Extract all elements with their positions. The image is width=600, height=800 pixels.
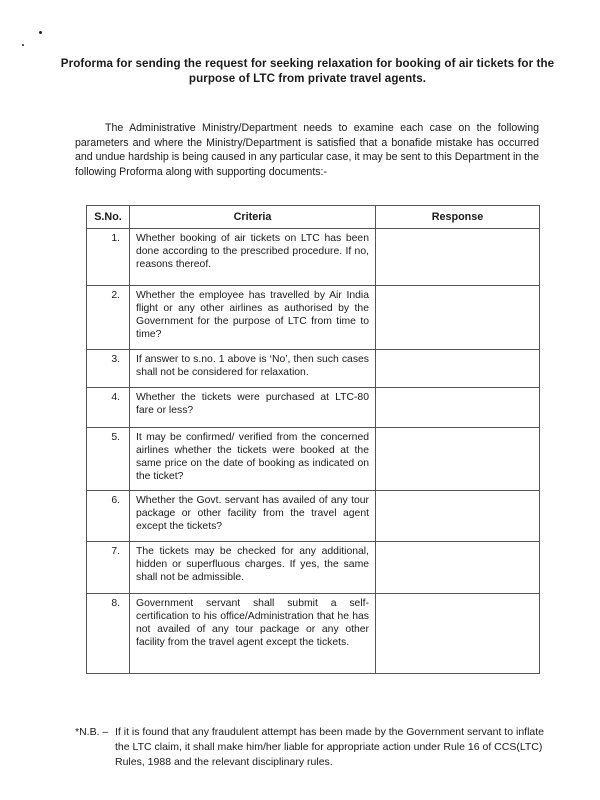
document-title: Proforma for sending the request for seeking relaxation for booking of air tickets for the purpose of LTC from private travel agents. (60, 57, 555, 85)
footnote (75, 725, 545, 770)
row-sno: 1. (87, 229, 130, 286)
table-row (87, 388, 540, 428)
row-response (376, 491, 540, 542)
header-criteria: Criteria (130, 206, 376, 229)
row-criteria: It may be confirmed/ verified from the concerned airlines whether the tickets were booked at the same price on the date of booking as indicated on the ticket? (130, 428, 376, 491)
table-header-row (87, 206, 540, 229)
row-criteria: Whether the employee has travelled by Air India flight or any other airlines as authorised by the Government for the purpose of LTC from time to time? (130, 286, 376, 350)
row-sno: 7. (87, 542, 130, 594)
row-criteria: The tickets may be checked for any additional, hidden or superfluous charges. If yes, the same shall not be admissible. (130, 542, 376, 594)
row-sno: 4. (87, 388, 130, 428)
table-row (87, 350, 540, 388)
row-sno: 2. (87, 286, 130, 350)
footnote-text: If it is found that any fraudulent attempt has been made by the Government servant to inflate the LTC claim, it shall make him/her liable for appropriate action under Rule 16 of CCS(LTC) Rules, 1988 and the relevant disciplinary rules. (115, 726, 545, 768)
table-row (87, 491, 540, 542)
row-response (376, 542, 540, 594)
footnote-mark: *N.B. – (75, 726, 109, 738)
row-response (376, 229, 540, 286)
intro-paragraph: The Administrative Ministry/Department needs to examine each case on the following parameters and where the Ministry/Department is satisfied that a bonafide mistake has occurred and undue hardship is being caused in any particular case, it may be sent to this Department in the following Proforma along with supporting documents:- (75, 122, 539, 178)
scan-speck (39, 31, 42, 34)
row-response (376, 594, 540, 674)
row-criteria: Whether the tickets were purchased at LTC-80 fare or less? (130, 388, 376, 428)
table-row (87, 428, 540, 491)
row-sno: 5. (87, 428, 130, 491)
row-criteria: Whether booking of air tickets on LTC has been done according to the prescribed procedure. If no, reasons thereof. (130, 229, 376, 286)
table-row (87, 286, 540, 350)
row-sno: 8. (87, 594, 130, 674)
row-criteria: Whether the Govt. servant has availed of any tour package or other facility from the travel agent except the tickets? (130, 491, 376, 542)
table-row (87, 229, 540, 286)
table-row (87, 594, 540, 674)
proforma-table (86, 205, 540, 674)
row-response (376, 388, 540, 428)
row-sno: 6. (87, 491, 130, 542)
row-criteria: Government servant shall submit a self-certification to his office/Administration that he has not availed of any tour package or any other facility from the travel agent except the tickets. (130, 594, 376, 674)
row-response (376, 428, 540, 491)
table-row (87, 542, 540, 594)
scan-speck (22, 44, 24, 46)
row-response (376, 286, 540, 350)
row-response (376, 350, 540, 388)
row-criteria: If answer to s.no. 1 above is ‘No’, then such cases shall not be considered for relaxation. (130, 350, 376, 388)
row-sno: 3. (87, 350, 130, 388)
header-response: Response (376, 206, 540, 229)
header-sno: S.No. (87, 206, 130, 229)
